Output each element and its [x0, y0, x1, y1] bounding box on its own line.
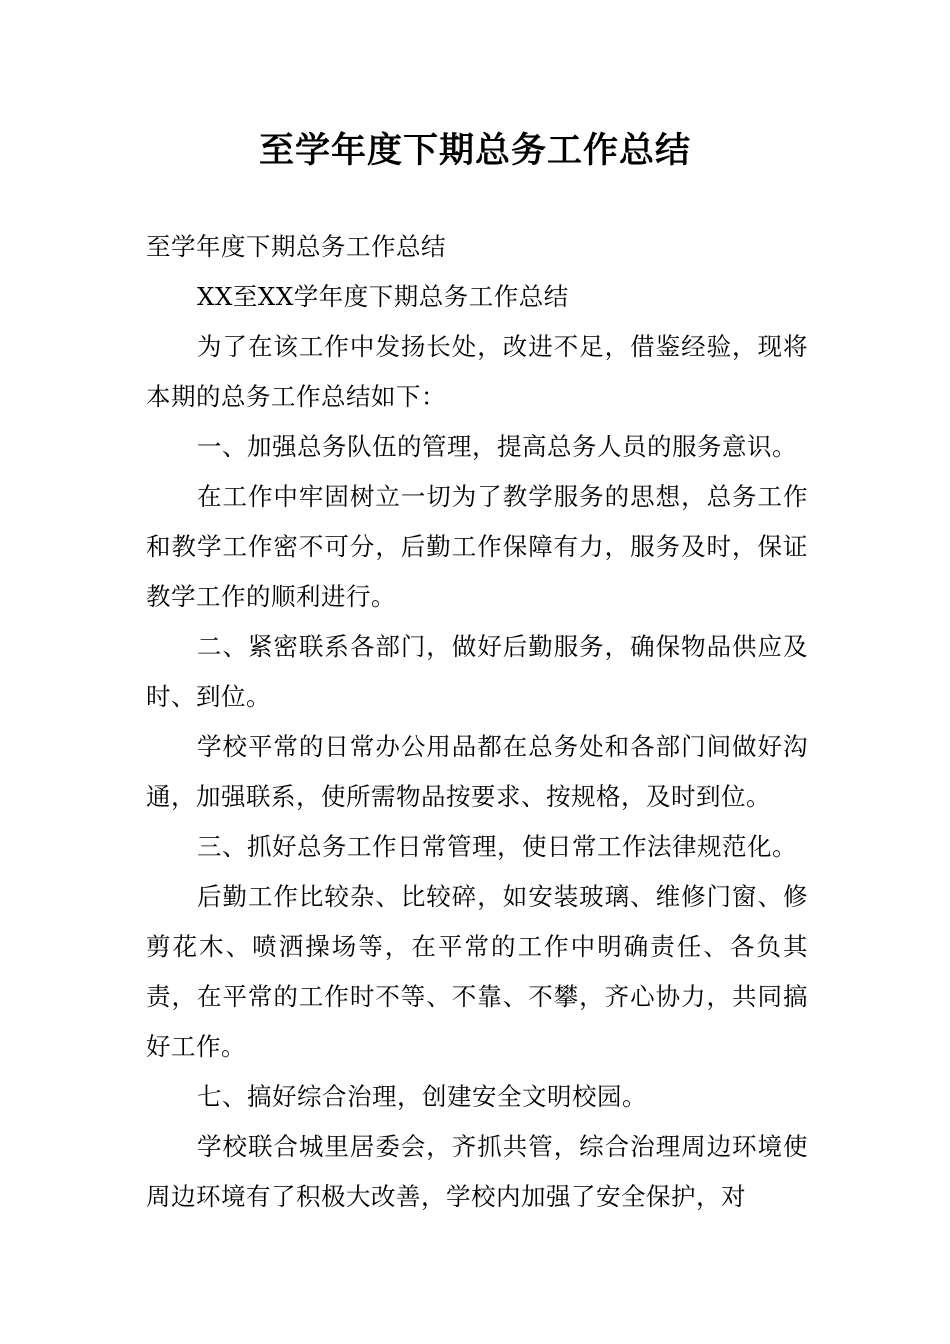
paragraph-section-2: 学校平常的日常办公用品都在总务处和各部门间做好沟通，加强联系，使所需物品按要求、按规格，及时到位。 [146, 732, 808, 811]
section-heading-1: 一、加强总务队伍的管理，提高总务人员的服务意识。 [197, 432, 797, 461]
paragraph-section-1: 在工作中牢固树立一切为了教学服务的思想，总务工作和教学工作密不可分，后勤工作保障有力，服务及时，保证教学工作的顺利进行。 [146, 482, 808, 611]
document-body [146, 222, 808, 1222]
section-heading-7: 七、搞好综合治理，创建安全文明校园。 [197, 1082, 647, 1111]
paragraph-intro: 为了在该工作中发扬长处，改进不足，借鉴经验，现将本期的总务工作总结如下： [146, 332, 808, 411]
section-heading-2: 二、紧密联系各部门，做好后勤服务，确保物品供应及时、到位。 [146, 632, 808, 711]
paragraph-section-3: 后勤工作比较杂、比较碎，如安装玻璃、维修门窗、修剪花木、喷洒操场等，在平常的工作中明确责任、各负其责，在平常的工作时不等、不靠、不攀，齐心协力，共同搞好工作。 [146, 882, 808, 1061]
section-heading-3: 三、抓好总务工作日常管理，使日常工作法律规范化。 [197, 832, 797, 861]
document-title: 至学年度下期总务工作总结 [258, 131, 691, 171]
paragraph-subtitle: XX至XX学年度下期总务工作总结 [197, 282, 569, 311]
paragraph-section-7: 学校联合城里居委会，齐抓共管，综合治理周边环境使周边环境有了积极大改善，学校内加强了安全保护，对 [146, 1132, 808, 1211]
paragraph-doc-heading: 至学年度下期总务工作总结 [146, 232, 446, 261]
